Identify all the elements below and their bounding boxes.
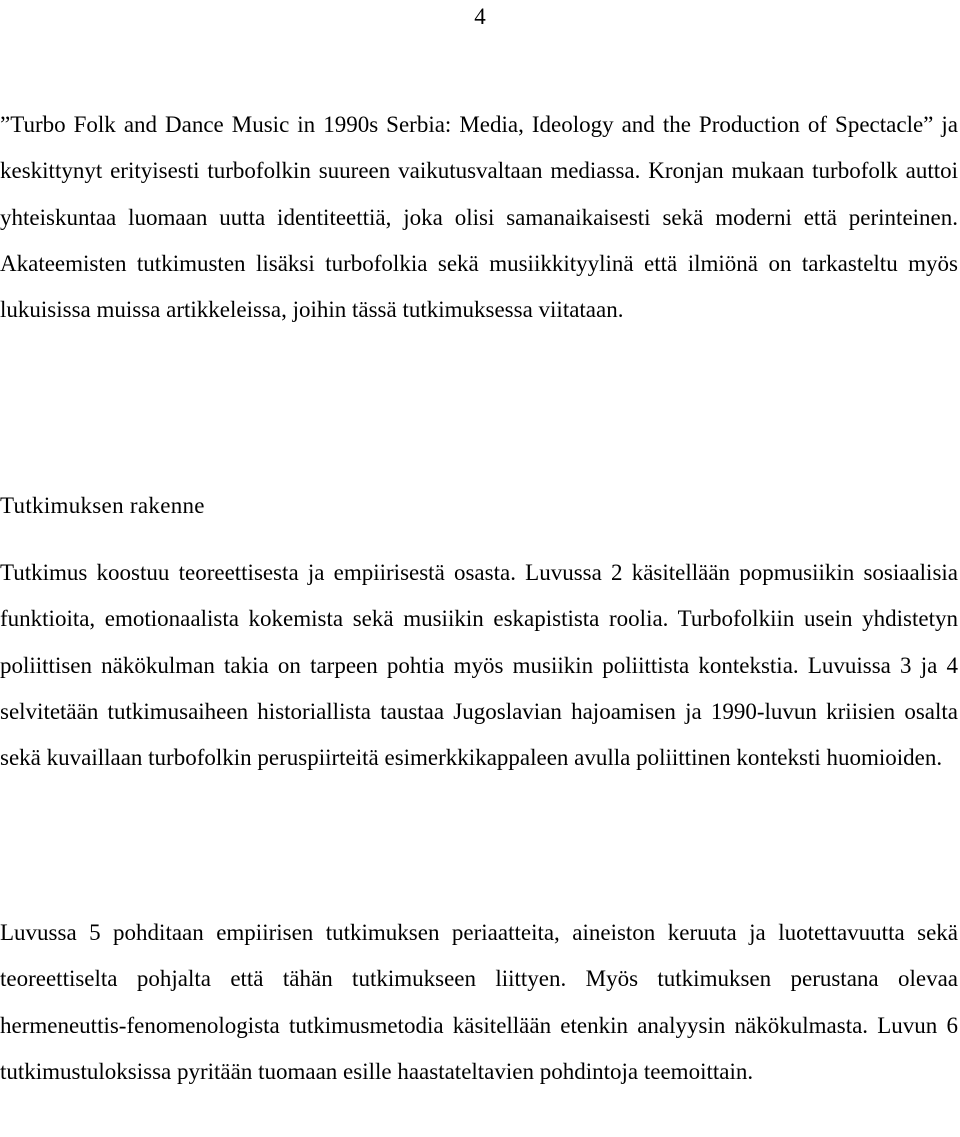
- structure-paragraph-1: Tutkimus koostuu teoreettisesta ja empiirisestä osasta. Luvussa 2 käsitellään popmusiikin sosiaalisia funktioita, emotionaalista kokemista sekä musiikin eskapistista roolia. Turbofolkiin usein yhdistetyn poliittisen näkökulman takia on tarpeen pohtia myös musiikin poliittista kontekstia. Luvuissa 3 ja 4 selvitetään tutkimusaiheen historiallista taustaa Jugoslavian hajoamisen ja 1990-luvun kriisien osalta sekä kuvaillaan turbofolkin peruspiirteitä esimerkkikappaleen avulla poliittinen konteksti huomioiden.: [0, 560, 958, 771]
- intro-paragraph: ”Turbo Folk and Dance Music in 1990s Serbia: Media, Ideology and the Production of Spectacle” ja keskittynyt erityisesti turbofolkin suureen vaikutusvaltaan mediassa. Kronjan mukaan turbofolk auttoi yhteiskuntaa luomaan uutta identiteettiä, joka olisi samanaikaisesti sekä moderni että perinteinen. Akateemisten tutkimusten lisäksi turbofolkia sekä musiikkityylinä että ilmiönä on tarkasteltu myös lukuisissa muissa artikkeleissa, joihin tässä tutkimuksessa viitataan.: [0, 112, 958, 323]
- section-heading: Tutkimuksen rakenne: [0, 493, 205, 518]
- structure-paragraph-2: Luvussa 5 pohditaan empiirisen tutkimuksen periaatteita, aineiston keruuta ja luotettavuutta sekä teoreettiselta pohjalta että tähän tutkimukseen liittyen. Myös tutkimuksen perustana olevaa hermeneuttis-fenomenologista tutkimusmetodia käsitellään etenkin analyysin näkökulmasta. Luvun 6 tutkimustuloksissa pyritään tuomaan esille haastateltavien pohdintoja teemoittain.: [0, 920, 958, 1084]
- page-number: 4: [474, 4, 486, 29]
